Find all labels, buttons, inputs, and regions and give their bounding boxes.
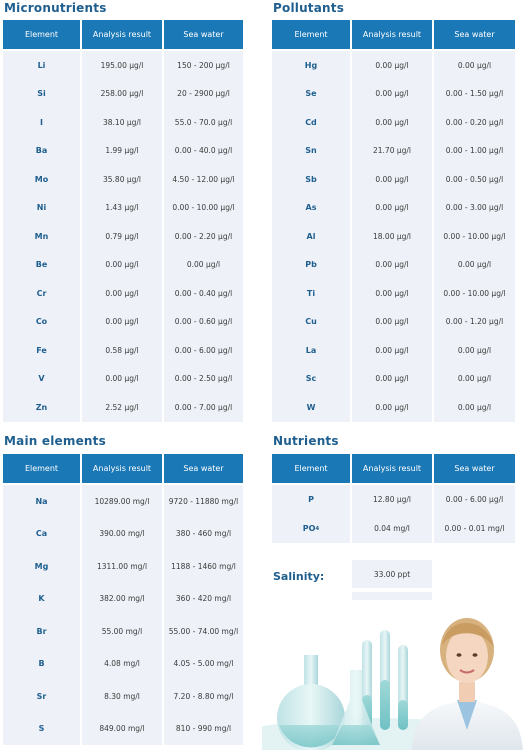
analysis-result-cell: 0.00 µg/l bbox=[352, 279, 432, 308]
element-cell bbox=[272, 393, 350, 422]
sea-water-cell: 20 - 2900 µg/l bbox=[164, 80, 243, 109]
element-symbol: Mn bbox=[34, 231, 49, 241]
element-symbol: B bbox=[38, 659, 45, 669]
element-symbol: Ti bbox=[306, 288, 316, 298]
element-cell bbox=[3, 393, 80, 422]
element-cell bbox=[272, 336, 350, 365]
element-cell bbox=[272, 137, 350, 166]
sea-water-cell: 360 - 420 mg/l bbox=[164, 583, 243, 616]
sea-water-cell: 0.00 - 0.40 µg/l bbox=[164, 279, 243, 308]
element-symbol: W bbox=[306, 402, 316, 412]
analysis-result-cell: 0.79 µg/l bbox=[82, 222, 162, 251]
analysis-result-cell: 0.00 µg/l bbox=[352, 108, 432, 137]
sea-water-header: Sea water bbox=[434, 454, 515, 483]
element-cell bbox=[272, 514, 350, 543]
element-symbol: Sr bbox=[36, 691, 47, 701]
sea-water-header: Sea water bbox=[434, 20, 515, 49]
sea-water-cell: 9720 - 11880 mg/l bbox=[164, 485, 243, 518]
element-symbol: Ni bbox=[36, 203, 47, 213]
sea-water-cell: 0.00 - 2.50 µg/l bbox=[164, 365, 243, 394]
element-cell bbox=[272, 80, 350, 109]
element-symbol: Sb bbox=[305, 174, 317, 184]
element-symbol: Sn bbox=[305, 146, 317, 156]
sea-water-cell: 0.00 - 0.60 µg/l bbox=[164, 308, 243, 337]
element-cell bbox=[3, 165, 80, 194]
element-cell bbox=[3, 550, 80, 583]
analysis-result-cell: 35.80 µg/l bbox=[82, 165, 162, 194]
element-cell bbox=[3, 251, 80, 280]
element-cell bbox=[3, 485, 80, 518]
element-cell bbox=[3, 713, 80, 746]
element-cell bbox=[3, 648, 80, 681]
analysis-result-cell: 55.00 mg/l bbox=[82, 615, 162, 648]
element-cell bbox=[3, 365, 80, 394]
analysis-result-cell: 390.00 mg/l bbox=[82, 518, 162, 551]
sea-water-cell: 0.00 - 1.20 µg/l bbox=[434, 308, 515, 337]
element-cell bbox=[272, 251, 350, 280]
sea-water-cell: 380 - 460 mg/l bbox=[164, 518, 243, 551]
element-cell bbox=[3, 308, 80, 337]
analysis-result-cell: 0.00 µg/l bbox=[352, 251, 432, 280]
element-cell bbox=[3, 615, 80, 648]
sea-water-cell: 0.00 - 10.00 µg/l bbox=[434, 222, 515, 251]
analysis-result-cell: 2.52 µg/l bbox=[82, 393, 162, 422]
analysis-result-cell: 0.00 µg/l bbox=[352, 308, 432, 337]
element-cell bbox=[272, 165, 350, 194]
sea-water-cell: 0.00 µg/l bbox=[434, 51, 515, 80]
analysis-result-cell: 0.00 µg/l bbox=[82, 279, 162, 308]
element-cell bbox=[272, 485, 350, 514]
nutrients-title: Nutrients bbox=[273, 434, 339, 448]
sea-water-cell: 55.00 - 74.00 mg/l bbox=[164, 615, 243, 648]
element-symbol: Na bbox=[35, 496, 48, 506]
analysis-result-cell: 0.00 µg/l bbox=[352, 165, 432, 194]
analysis-result-cell: 21.70 µg/l bbox=[352, 137, 432, 166]
element-cell bbox=[272, 108, 350, 137]
element-symbol: Cu bbox=[305, 317, 317, 327]
analysis-result-cell: 195.00 µg/l bbox=[82, 51, 162, 80]
element-symbol: PO bbox=[302, 524, 316, 533]
element-cell bbox=[3, 279, 80, 308]
sea-water-cell: 55.0 - 70.0 µg/l bbox=[164, 108, 243, 137]
element-symbol: Pb bbox=[305, 260, 317, 270]
element-symbol: Cd bbox=[305, 117, 317, 127]
main-elements-title: Main elements bbox=[4, 434, 106, 448]
micronutrients-title: Micronutrients bbox=[4, 1, 107, 15]
sea-water-cell: 0.00 µg/l bbox=[164, 251, 243, 280]
sea-water-cell: 810 - 990 mg/l bbox=[164, 713, 243, 746]
sea-water-cell: 0.00 µg/l bbox=[434, 365, 515, 394]
analysis-result-cell: 0.00 µg/l bbox=[352, 194, 432, 223]
sea-water-cell: 0.00 µg/l bbox=[434, 336, 515, 365]
element-symbol: I bbox=[40, 117, 43, 127]
element-subscript: 4 bbox=[315, 525, 320, 532]
element-symbol: V bbox=[38, 374, 45, 384]
analysis-result-cell: 0.58 µg/l bbox=[82, 336, 162, 365]
element-symbol: S bbox=[38, 724, 45, 734]
sea-water-cell: 4.05 - 5.00 mg/l bbox=[164, 648, 243, 681]
element-cell bbox=[3, 222, 80, 251]
salinity-value: 33.00 ppt bbox=[352, 560, 432, 588]
element-symbol: Li bbox=[37, 60, 46, 70]
analysis-result-cell: 0.04 mg/l bbox=[352, 514, 432, 543]
analysis-result-cell: 12.80 µg/l bbox=[352, 485, 432, 514]
analysis-result-cell: 4.08 mg/l bbox=[82, 648, 162, 681]
element-cell bbox=[3, 680, 80, 713]
sea-water-cell: 0.00 - 7.00 µg/l bbox=[164, 393, 243, 422]
element-cell bbox=[272, 222, 350, 251]
element-cell bbox=[3, 583, 80, 616]
element-header: Element bbox=[272, 20, 350, 49]
element-symbol: P bbox=[308, 495, 314, 504]
analysis-result-cell: 849.00 mg/l bbox=[82, 713, 162, 746]
sea-water-header: Sea water bbox=[164, 454, 243, 483]
element-cell bbox=[272, 279, 350, 308]
lab-illustration bbox=[262, 600, 523, 750]
element-symbol: K bbox=[38, 594, 45, 604]
sea-water-cell: 0.00 - 1.00 µg/l bbox=[434, 137, 515, 166]
element-cell bbox=[272, 194, 350, 223]
element-cell bbox=[272, 308, 350, 337]
sea-water-cell: 0.00 - 6.00 µg/l bbox=[164, 336, 243, 365]
analysis-result-header: Analysis result bbox=[352, 20, 432, 49]
sea-water-cell: 1188 - 1460 mg/l bbox=[164, 550, 243, 583]
sea-water-cell: 0.00 - 3.00 µg/l bbox=[434, 194, 515, 223]
micronutrients-table bbox=[3, 20, 243, 422]
analysis-result-cell: 0.00 µg/l bbox=[352, 51, 432, 80]
analysis-result-cell: 1.99 µg/l bbox=[82, 137, 162, 166]
pollutants-title: Pollutants bbox=[273, 1, 345, 15]
element-symbol: Cr bbox=[36, 288, 47, 298]
main-elements-table bbox=[3, 454, 243, 745]
element-symbol: Se bbox=[305, 89, 317, 99]
element-cell bbox=[3, 80, 80, 109]
sea-water-cell: 0.00 - 40.0 µg/l bbox=[164, 137, 243, 166]
element-symbol: Be bbox=[35, 260, 48, 270]
element-symbol: Si bbox=[37, 89, 46, 99]
element-symbol: Fe bbox=[36, 345, 47, 355]
element-cell bbox=[3, 108, 80, 137]
analysis-result-cell: 0.00 µg/l bbox=[82, 251, 162, 280]
element-symbol: As bbox=[305, 203, 317, 213]
sea-water-header: Sea water bbox=[164, 20, 243, 49]
element-symbol: Hg bbox=[304, 60, 318, 70]
sea-water-cell: 0.00 - 6.00 µg/l bbox=[434, 485, 515, 514]
analysis-result-cell: 258.00 µg/l bbox=[82, 80, 162, 109]
analysis-result-cell: 8.30 mg/l bbox=[82, 680, 162, 713]
analysis-result-header: Analysis result bbox=[352, 454, 432, 483]
element-header: Element bbox=[3, 20, 80, 49]
element-symbol: Br bbox=[36, 626, 47, 636]
analysis-result-header: Analysis result bbox=[82, 20, 162, 49]
element-cell bbox=[3, 194, 80, 223]
element-header: Element bbox=[3, 454, 80, 483]
sea-water-cell: 0.00 µg/l bbox=[434, 251, 515, 280]
element-symbol: Sc bbox=[305, 374, 317, 384]
sea-water-cell: 0.00 - 0.01 mg/l bbox=[434, 514, 515, 543]
scientist-lab-image bbox=[262, 600, 523, 750]
analysis-result-cell: 38.10 µg/l bbox=[82, 108, 162, 137]
pollutants-table bbox=[272, 20, 515, 422]
element-cell bbox=[272, 365, 350, 394]
analysis-result-cell: 382.00 mg/l bbox=[82, 583, 162, 616]
analysis-result-cell: 0.00 µg/l bbox=[352, 80, 432, 109]
sea-water-cell: 0.00 - 0.20 µg/l bbox=[434, 108, 515, 137]
sea-water-cell: 0.00 µg/l bbox=[434, 393, 515, 422]
element-symbol: Al bbox=[306, 231, 316, 241]
sea-water-cell: 0.00 - 10.00 µg/l bbox=[164, 194, 243, 223]
element-symbol: Mo bbox=[34, 174, 49, 184]
element-cell bbox=[3, 336, 80, 365]
analysis-result-cell: 0.00 µg/l bbox=[352, 393, 432, 422]
element-symbol: Ba bbox=[35, 146, 48, 156]
element-cell bbox=[272, 51, 350, 80]
analysis-result-cell: 1.43 µg/l bbox=[82, 194, 162, 223]
salinity-label: Salinity: bbox=[273, 570, 325, 583]
element-header: Element bbox=[272, 454, 350, 483]
analysis-result-header: Analysis result bbox=[82, 454, 162, 483]
element-symbol: Mg bbox=[34, 561, 49, 571]
sea-water-cell: 4.50 - 12.00 µg/l bbox=[164, 165, 243, 194]
analysis-result-cell: 1311.00 mg/l bbox=[82, 550, 162, 583]
analysis-result-cell: 10289.00 mg/l bbox=[82, 485, 162, 518]
analysis-result-cell: 0.00 µg/l bbox=[352, 336, 432, 365]
sea-water-cell: 0.00 - 1.50 µg/l bbox=[434, 80, 515, 109]
sea-water-cell: 0.00 - 10.00 µg/l bbox=[434, 279, 515, 308]
sea-water-cell: 0.00 - 2.20 µg/l bbox=[164, 222, 243, 251]
element-symbol: Co bbox=[35, 317, 48, 327]
element-symbol: La bbox=[305, 345, 317, 355]
sea-water-cell: 0.00 - 0.50 µg/l bbox=[434, 165, 515, 194]
element-symbol: Ca bbox=[35, 529, 48, 539]
sea-water-cell: 7.20 - 8.80 mg/l bbox=[164, 680, 243, 713]
element-symbol: Zn bbox=[35, 402, 48, 412]
element-cell bbox=[3, 518, 80, 551]
analysis-result-cell: 0.00 µg/l bbox=[82, 365, 162, 394]
element-cell bbox=[3, 51, 80, 80]
analysis-result-cell: 18.00 µg/l bbox=[352, 222, 432, 251]
element-cell bbox=[3, 137, 80, 166]
analysis-result-cell: 0.00 µg/l bbox=[352, 365, 432, 394]
analysis-result-cell: 0.00 µg/l bbox=[82, 308, 162, 337]
nutrients-table bbox=[272, 454, 515, 543]
sea-water-cell: 150 - 200 µg/l bbox=[164, 51, 243, 80]
